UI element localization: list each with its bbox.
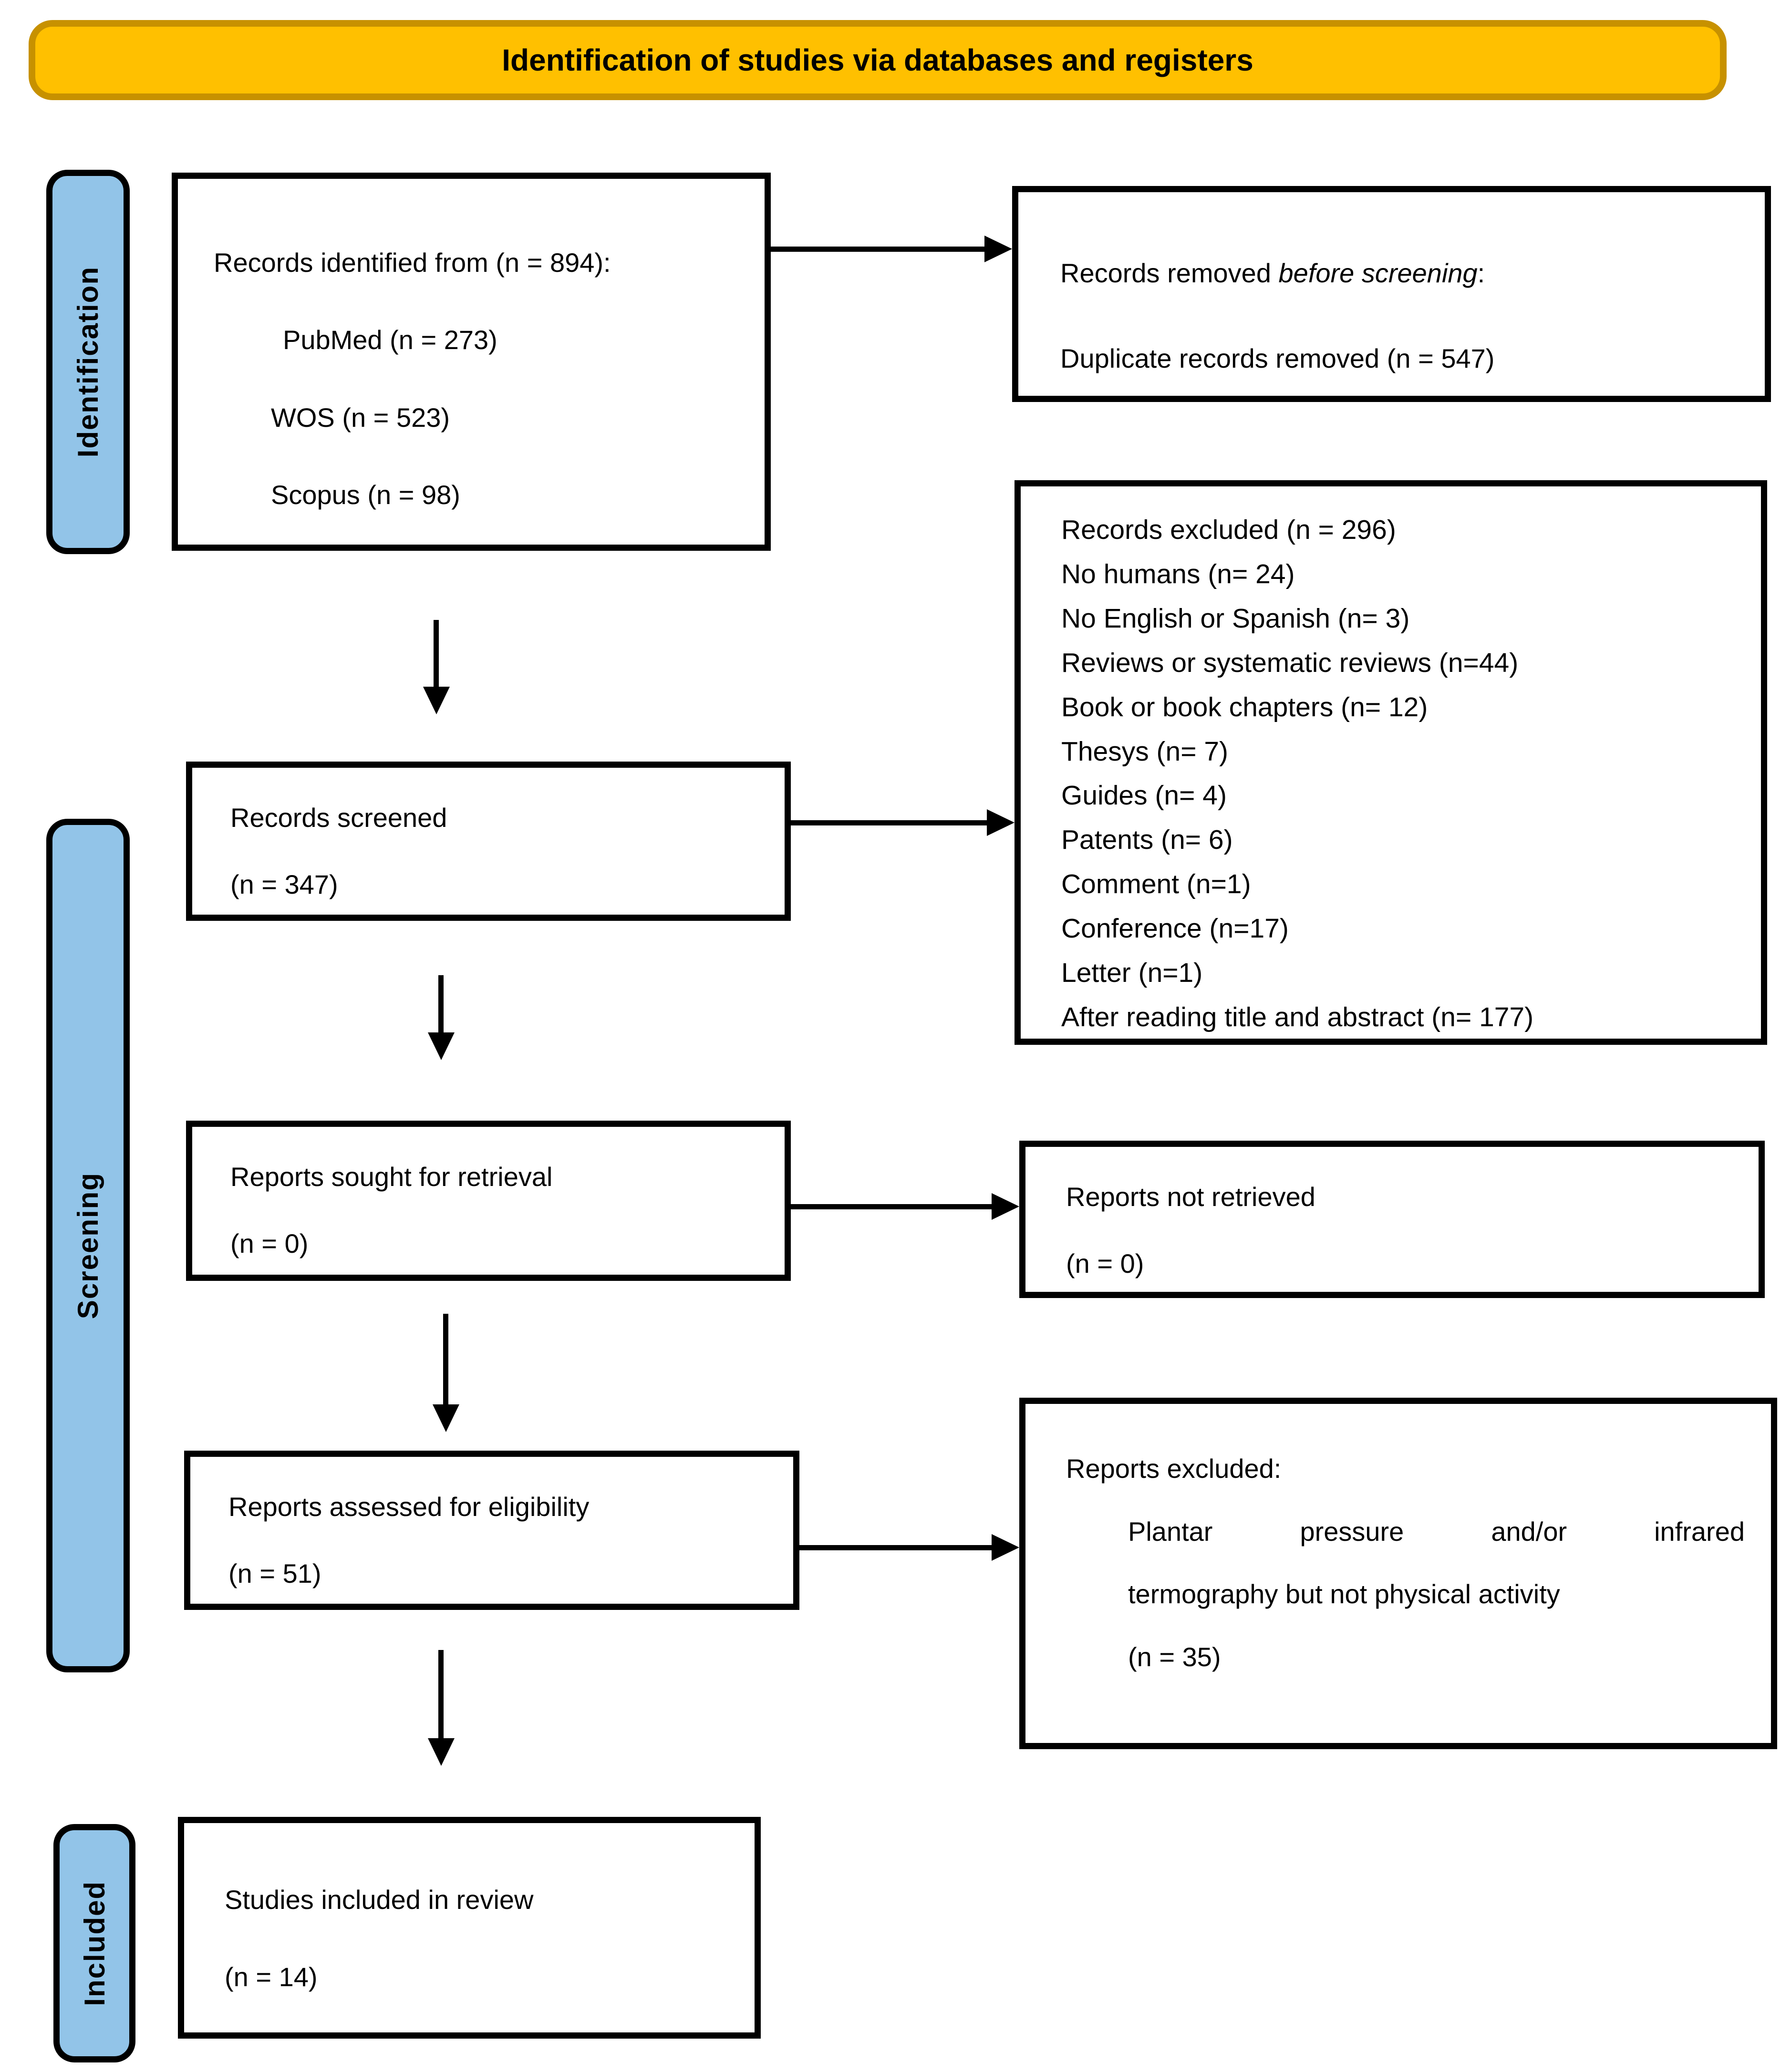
- stage-rail-identification: [46, 170, 130, 554]
- arrow-assessed-to-reports-excluded: [799, 1545, 992, 1550]
- records-identified-scopus-line: Scopus (n = 98): [271, 480, 460, 510]
- records-screened-line: Records screened: [230, 803, 447, 833]
- records-screened-count: (n = 347): [230, 869, 338, 899]
- reports-assessed-count: (n = 51): [228, 1558, 321, 1588]
- excluded-guides-line: Guides (n= 4): [1061, 780, 1227, 811]
- records-excluded-box: [1015, 480, 1767, 1045]
- reports-sought-box: [186, 1121, 791, 1281]
- reports-excluded-heading: Reports excluded:: [1066, 1453, 1282, 1484]
- arrow-sought-to-assessed-head: [433, 1404, 459, 1432]
- reports-sought-line: Reports sought for retrieval: [230, 1162, 553, 1192]
- records-removed-heading-italic: before screening: [1278, 258, 1478, 288]
- excluded-no-humans-line: No humans (n= 24): [1061, 558, 1295, 589]
- stage-rail-included-label: Included: [78, 1880, 111, 2006]
- stage-rail-included: [53, 1824, 135, 2062]
- studies-included-count: (n = 14): [225, 1962, 318, 1992]
- reports-not-retrieved-line: Reports not retrieved: [1066, 1182, 1315, 1212]
- excluded-comment-line: Comment (n=1): [1061, 869, 1251, 900]
- arrow-screened-to-sought: [438, 975, 444, 1032]
- duplicates-removed-line: Duplicate records removed (n = 547): [1060, 343, 1495, 374]
- stage-rail-identification-label: Identification: [72, 266, 104, 458]
- reports-assessed-box: [184, 1451, 799, 1610]
- arrow-identified-to-screened-head: [423, 687, 450, 714]
- records-removed-heading: Records removed before screening:: [1060, 258, 1485, 288]
- studies-included-line: Studies included in review: [225, 1885, 534, 1915]
- arrow-screened-to-sought-head: [428, 1032, 455, 1060]
- arrow-identified-to-screened: [434, 620, 439, 687]
- records-identified-box: [172, 173, 771, 551]
- excluded-letter-line: Letter (n=1): [1061, 958, 1203, 989]
- reports-sought-count: (n = 0): [230, 1228, 309, 1258]
- reports-excluded-box: [1019, 1398, 1777, 1749]
- diagram-title: Identification of studies via databases and registers: [502, 43, 1253, 77]
- reports-excluded-count: (n = 35): [1128, 1641, 1221, 1672]
- stage-rail-screening: [46, 819, 130, 1672]
- excluded-conference-line: Conference (n=17): [1061, 913, 1289, 944]
- records-identified-line: Records identified from (n = 894):: [214, 247, 611, 278]
- title-banner: [29, 20, 1727, 100]
- arrow-assessed-to-included-head: [428, 1738, 455, 1766]
- excluded-title-abstract-line: After reading title and abstract (n= 177): [1061, 1001, 1534, 1032]
- excluded-books-line: Book or book chapters (n= 12): [1061, 691, 1428, 722]
- arrow-sought-to-not-retrieved-head: [992, 1193, 1019, 1220]
- reports-not-retrieved-count: (n = 0): [1066, 1248, 1144, 1278]
- reports-excluded-reason-line2: termography but not physical activity: [1128, 1579, 1560, 1609]
- arrow-identified-to-removed-head: [984, 236, 1012, 262]
- excluded-language-line: No English or Spanish (n= 3): [1061, 603, 1410, 634]
- records-identified-wos-line: WOS (n = 523): [271, 402, 450, 433]
- arrow-assessed-to-included: [438, 1650, 444, 1738]
- reports-not-retrieved-box: [1019, 1141, 1765, 1298]
- arrow-sought-to-assessed: [443, 1314, 448, 1404]
- records-excluded-line: Records excluded (n = 296): [1061, 515, 1396, 545]
- excluded-reviews-line: Reviews or systematic reviews (n=44): [1061, 647, 1519, 678]
- stage-rail-screening-label: Screening: [72, 1172, 104, 1319]
- records-screened-box: [186, 762, 791, 921]
- arrow-sought-to-not-retrieved: [790, 1204, 992, 1209]
- excluded-patents-line: Patents (n= 6): [1061, 825, 1233, 856]
- studies-included-box: [178, 1817, 761, 2039]
- excluded-thesys-line: Thesys (n= 7): [1061, 736, 1229, 767]
- arrow-identified-to-removed: [770, 247, 984, 252]
- records-identified-pubmed-line: PubMed (n = 273): [283, 325, 497, 355]
- reports-excluded-reason-line1: Plantar pressure and/or infrared: [1128, 1516, 1745, 1546]
- reports-assessed-line: Reports assessed for eligibility: [228, 1492, 590, 1522]
- arrow-screened-to-excluded-head: [987, 809, 1015, 836]
- arrow-assessed-to-reports-excluded-head: [992, 1534, 1019, 1561]
- arrow-screened-to-excluded: [790, 820, 987, 825]
- records-removed-box: [1012, 186, 1771, 402]
